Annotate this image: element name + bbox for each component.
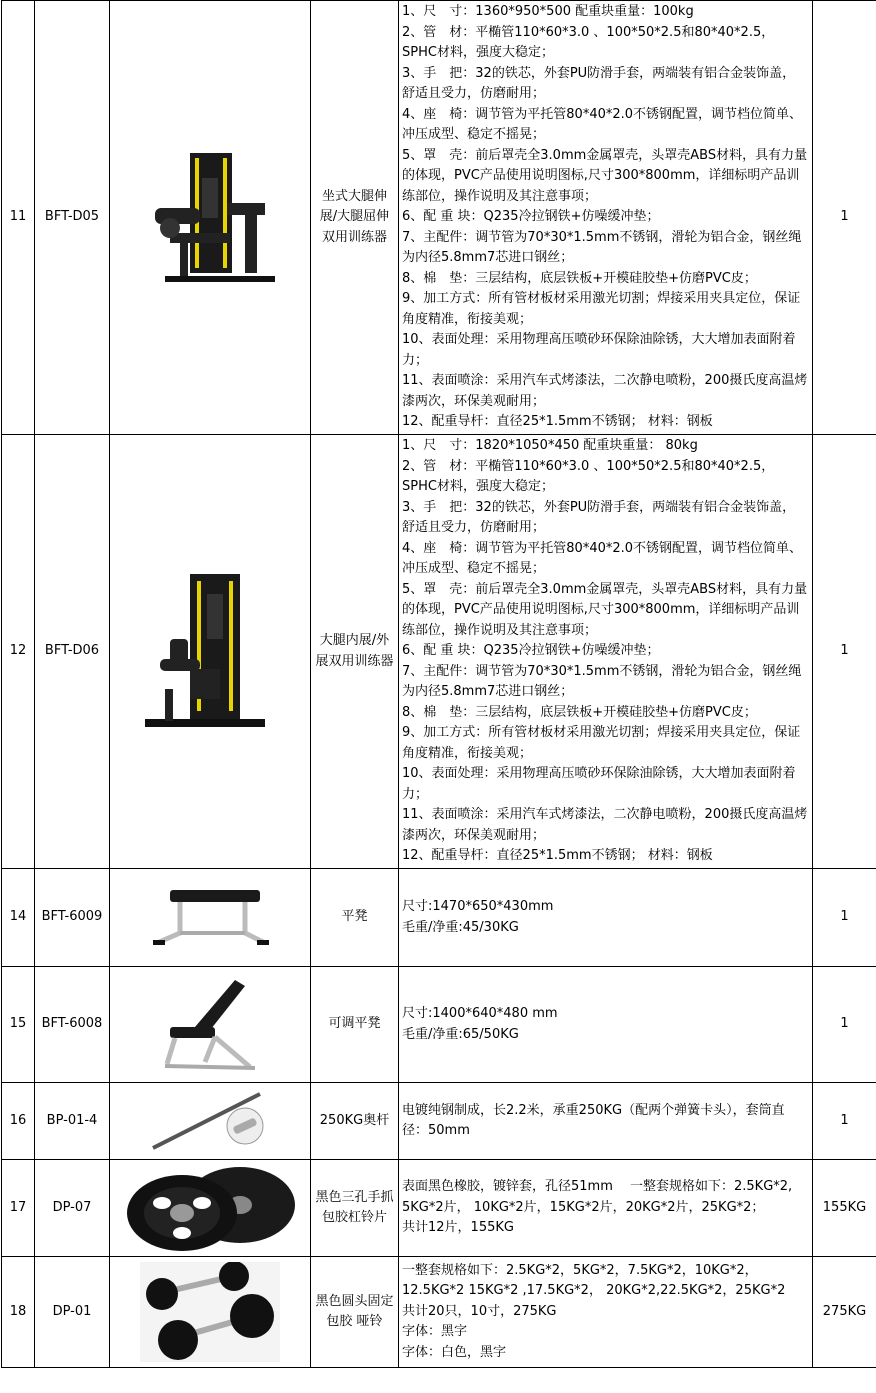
- spec-cell: [399, 1, 813, 435]
- model-number: BFT-6008: [35, 967, 110, 1083]
- spec-line: 8、棉 垫：三层结构，底层铁板+开模硅胶垫+仿磨PVC皮；: [402, 704, 757, 720]
- table-row: [2, 1257, 876, 1368]
- spec-cell: [399, 1257, 813, 1368]
- spec-line: 尺寸:1470*650*430mm: [402, 899, 554, 914]
- spec-line: 5、罩 壳：前后罩壳全3.0mm金属罩壳，头罩壳ABS材料，具有力量的体现，PVC产品使用说明图标,尺寸300*800mm，详细标明产品训练部位，操作说明及其注意事项；: [402, 147, 808, 204]
- table-row: [2, 435, 876, 869]
- spec-line: 3、手 把：32的铁芯，外套PU防滑手套，两端装有铝合金装饰盖，舒适且受力，仿磨耐用；: [402, 65, 796, 102]
- leg-extension-machine-image: [110, 1, 311, 435]
- row-number: 11: [2, 1, 35, 435]
- quantity: 1: [813, 435, 876, 869]
- table-row: [2, 869, 876, 967]
- flat-bench-image: [110, 869, 311, 967]
- spec-line: 表面黑色橡胶，镀锌套，孔径51mm 一整套规格如下：2.5KG*2, 5KG*2片， 10KG*2片，15KG*2片，20KG*2片，25KG*2；: [402, 1179, 793, 1215]
- quantity: 1: [813, 1, 876, 435]
- dumbbells-image: [110, 1257, 311, 1368]
- table-row: [2, 1083, 876, 1160]
- quantity: 1: [813, 869, 876, 967]
- spec-line: 共计20只，10寸，275KG: [402, 1303, 557, 1319]
- model-number: DP-01: [35, 1257, 110, 1368]
- product-name: 坐式大腿伸展/大腿屈伸双用训练器: [311, 1, 399, 435]
- spec-line: 6、配 重 块：Q235冷拉钢铁+仿噪缓冲垫；: [402, 643, 660, 659]
- model-number: BFT-6009: [35, 869, 110, 967]
- spec-line: 1、尺 寸：1820*1050*450 配重块重量： 80kg: [402, 438, 698, 454]
- product-name: 平凳: [311, 869, 399, 967]
- spec-cell: [399, 967, 813, 1083]
- quantity: 275KG: [813, 1257, 876, 1368]
- spec-line: 一整套规格如下：2.5KG*2，5KG*2，7.5KG*2，10KG*2，12.5KG*2 15KG*2 ,17.5KG*2， 20KG*2,22.5KG*2，25KG*2: [402, 1262, 786, 1299]
- spec-line: 3、手 把：32的铁芯，外套PU防滑手套，两端装有铝合金装饰盖，舒适且受力，仿磨耐用；: [402, 499, 796, 536]
- product-name: 黑色三孔手抓包胶杠铃片: [311, 1160, 399, 1257]
- row-number: 17: [2, 1160, 35, 1257]
- quantity: 1: [813, 967, 876, 1083]
- product-name: 可调平凳: [311, 967, 399, 1083]
- spec-line: 2、管 材：平椭管110*60*3.0 、100*50*2.5和80*40*2.5，SPHC材料，强度大稳定；: [402, 24, 775, 61]
- spec-line: 电镀纯钢制成，长2.2米，承重250KG（配两个弹簧卡头），套筒直径：50mm: [402, 1102, 785, 1138]
- quantity: 155KG: [813, 1160, 876, 1257]
- spec-line: 10、表面处理：采用物理高压喷砂环保除油除锈，大大增加表面附着力；: [402, 766, 796, 802]
- spec-line: 9、加工方式：所有管材板材采用激光切割；焊接采用夹具定位，保证角度精准，衔接美观；: [402, 291, 801, 327]
- spec-line: 2、管 材：平椭管110*60*3.0 、100*50*2.5和80*40*2.5，SPHC材料，强度大稳定；: [402, 458, 775, 495]
- spec-line: 1、尺 寸：1360*950*500 配重块重量：100kg: [402, 4, 694, 20]
- quantity: 1: [813, 1083, 876, 1160]
- model-number: BP-01-4: [35, 1083, 110, 1160]
- spec-line: 字体：黑字: [402, 1324, 468, 1340]
- spec-line: 共计12片，155KG: [402, 1220, 514, 1236]
- spec-line: 6、配 重 块：Q235冷拉钢铁+仿噪缓冲垫；: [402, 209, 660, 225]
- row-number: 12: [2, 435, 35, 869]
- product-name: 大腿内展/外展双用训练器: [311, 435, 399, 869]
- product-name: 黑色圆头固定包胶 哑铃: [311, 1257, 399, 1368]
- spec-cell: [399, 869, 813, 967]
- hip-abduction-machine-image: [110, 435, 311, 869]
- olympic-barbell-image: [110, 1083, 311, 1160]
- spec-line: 12、配重导杆：直径25*1.5mm不锈钢； 材料：钢板: [402, 414, 713, 430]
- product-name: 250KG奥杆: [311, 1083, 399, 1160]
- adjustable-bench-image: [110, 967, 311, 1083]
- spec-line: 5、罩 壳：前后罩壳全3.0mm金属罩壳，头罩壳ABS材料，具有力量的体现，PVC产品使用说明图标,尺寸300*800mm，详细标明产品训练部位，操作说明及其注意事项；: [402, 581, 808, 638]
- table-row: [2, 1160, 876, 1257]
- row-number: 14: [2, 869, 35, 967]
- model-number: DP-07: [35, 1160, 110, 1257]
- spec-line: 12、配重导杆：直径25*1.5mm不锈钢； 材料：钢板: [402, 848, 713, 864]
- spec-line: 11、表面喷涂：采用汽车式烤漆法，二次静电喷粉，200摄氏度高温烤漆两次，环保美观耐用；: [402, 807, 808, 843]
- spec-line: 11、表面喷涂：采用汽车式烤漆法，二次静电喷粉，200摄氏度高温烤漆两次，环保美观耐用；: [402, 373, 808, 409]
- table-row: [2, 1, 876, 435]
- row-number: 15: [2, 967, 35, 1083]
- table-row: [2, 967, 876, 1083]
- spec-cell: [399, 1160, 813, 1257]
- spec-line: 字体：白色，黑字: [402, 1344, 507, 1360]
- spec-line: 毛重/净重:45/30KG: [402, 919, 519, 935]
- spec-line: 尺寸:1400*640*480 mm: [402, 1006, 558, 1021]
- spec-line: 7、主配件：调节管为70*30*1.5mm不锈钢，滑轮为铝合金，钢丝绳为内径5.8mm7芯进口钢丝；: [402, 229, 802, 266]
- spec-line: 9、加工方式：所有管材板材采用激光切割；焊接采用夹具定位，保证角度精准，衔接美观；: [402, 725, 801, 761]
- spec-line: 4、座 椅：调节管为平托管80*40*2.0不锈钢配置，调节档位简单、冲压成型、稳定不摇晃；: [402, 106, 803, 143]
- spec-line: 7、主配件：调节管为70*30*1.5mm不锈钢，滑轮为铝合金，钢丝绳为内径5.8mm7芯进口钢丝；: [402, 663, 802, 700]
- model-number: BFT-D06: [35, 435, 110, 869]
- spec-line: 8、棉 垫：三层结构，底层铁板+开模硅胶垫+仿磨PVC皮；: [402, 270, 757, 286]
- spec-line: 10、表面处理：采用物理高压喷砂环保除油除锈，大大增加表面附着力；: [402, 332, 796, 368]
- row-number: 18: [2, 1257, 35, 1368]
- spec-cell: [399, 1083, 813, 1160]
- spec-cell: [399, 435, 813, 869]
- spec-line: 4、座 椅：调节管为平托管80*40*2.0不锈钢配置，调节档位简单、冲压成型、稳定不摇晃；: [402, 540, 803, 577]
- weight-plates-image: [110, 1160, 311, 1257]
- equipment-table: [1, 0, 876, 1368]
- spec-line: 毛重/净重:65/50KG: [402, 1026, 519, 1042]
- model-number: BFT-D05: [35, 1, 110, 435]
- row-number: 16: [2, 1083, 35, 1160]
